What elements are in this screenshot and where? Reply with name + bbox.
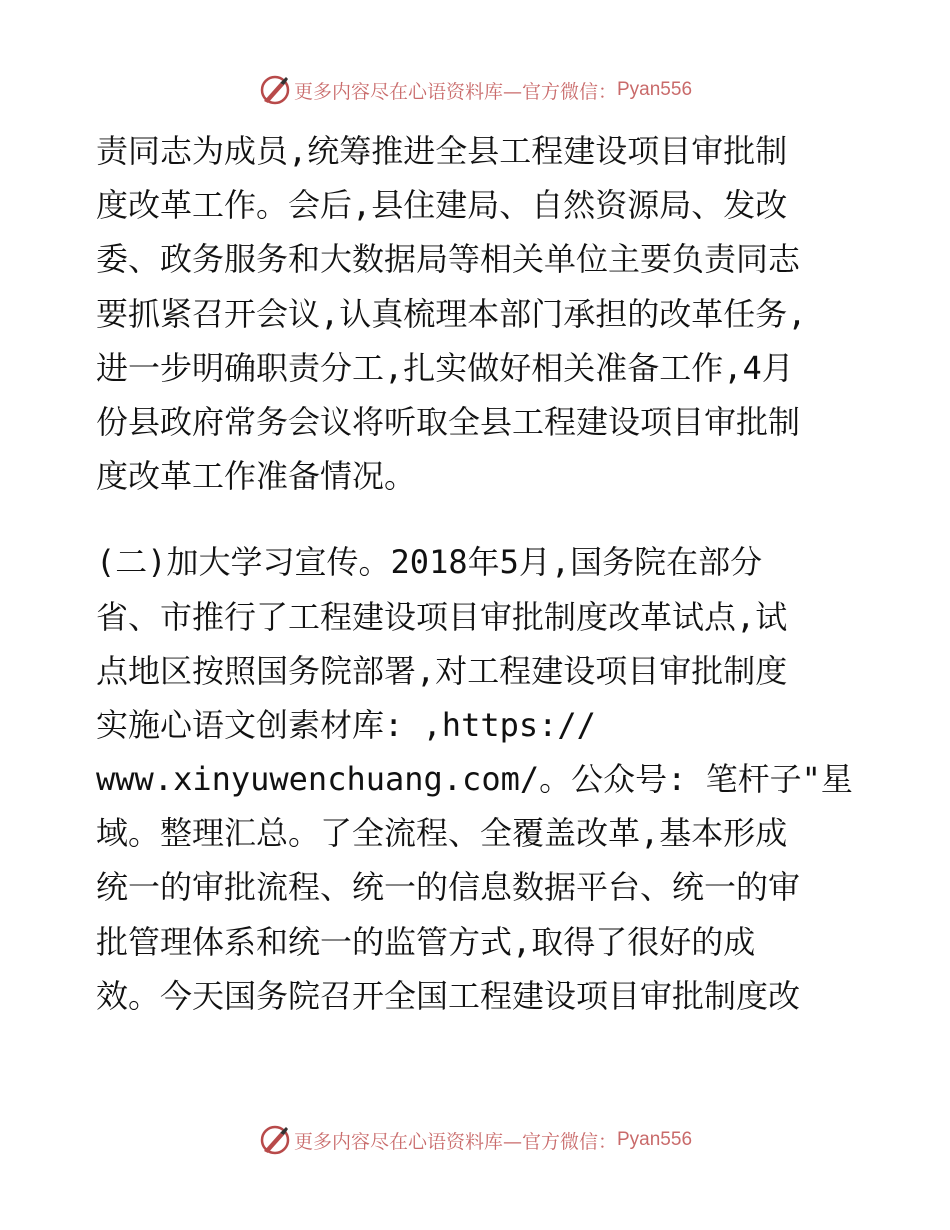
text-line: 统一的审批流程、统一的信息数据平台、统一的审 [96,868,801,907]
text-line: 批管理体系和统一的监管方式,取得了很好的成 [96,922,756,961]
watermark-wechat-id: Pyan556 [617,1129,693,1150]
watermark-wechat-id: Pyan556 [617,79,693,100]
text-line: 点地区按照国务院部署,对工程建设项目审批制度 [96,651,788,690]
paragraph-gap [96,503,856,535]
header-watermark [0,72,950,108]
text-line: 责同志为成员,统筹推进全县工程建设项目审批制 [96,132,788,170]
watermark-text: 更多内容尽在心语资料库—官方微信： [293,80,617,103]
text-line: 进一步明确职责分工,扎实做好相关准备工作,4月 [96,348,794,387]
text-line: 份县政府常务会议将听取全县工程建设项目审批制 [96,402,801,441]
text-line: 委、政务服务和大数据局等相关单位主要负责同志 [96,240,801,279]
text-line: 域。整理汇总。了全流程、全覆盖改革,基本形成 [96,814,788,853]
paragraph-2 [96,535,856,1023]
text-line: 度改革工作。会后,县住建局、自然资源局、发改 [96,186,788,225]
footer-watermark [0,1122,950,1158]
text-line: 实施心语文创素材库: ,https:// [96,705,596,744]
text-line: 省、市推行了工程建设项目审批制度改革试点,试 [96,597,788,636]
text-line: 要抓紧召开会议,认真梳理本部门承担的改革任务, [96,294,807,333]
text-line: 效。今天国务院召开全国工程建设项目审批制度改 [96,976,801,1015]
text-line: www.xinyuwenchuang.com/。公众号: 笔杆子"星 [96,760,853,799]
brush-logo-icon [258,1123,292,1157]
text-line: (二)加大学习宣传。2018年5月,国务院在部分 [96,543,763,582]
text-line: 度改革工作准备情况。 [96,457,417,496]
paragraph-1 [96,124,856,503]
document-body [96,124,856,1023]
brush-logo-icon [258,73,292,107]
watermark-text: 更多内容尽在心语资料库—官方微信： [293,1130,617,1153]
